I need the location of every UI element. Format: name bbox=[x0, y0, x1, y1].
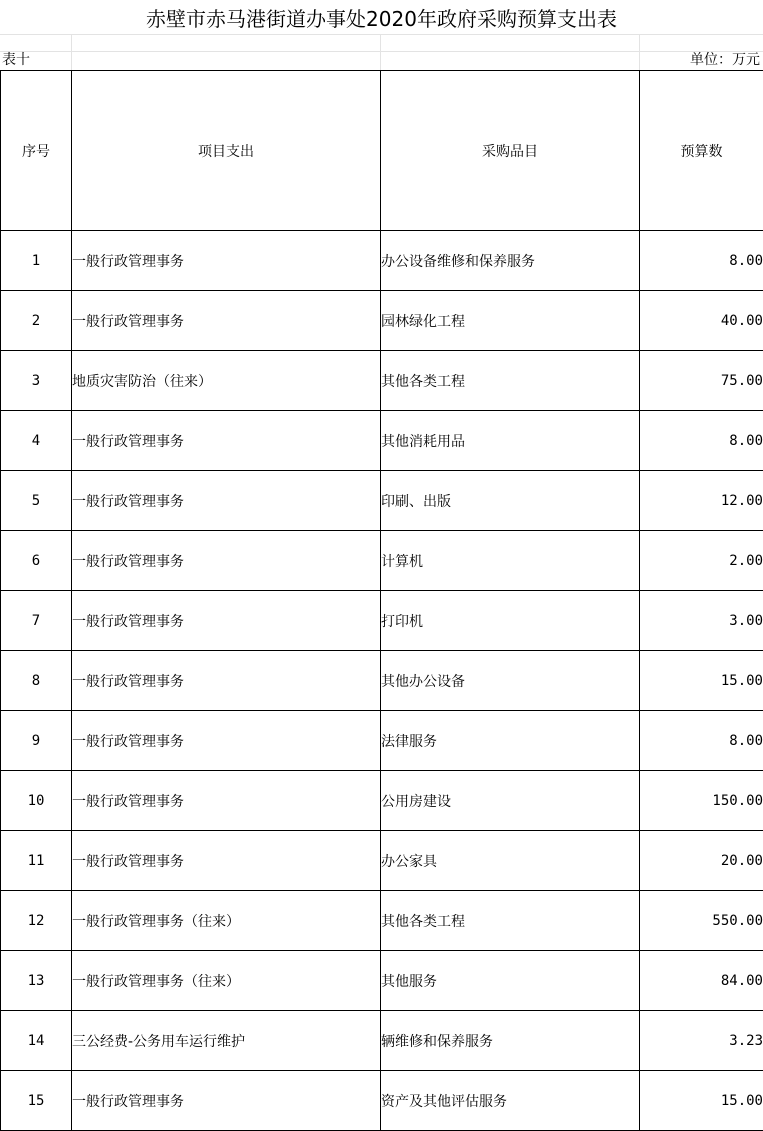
table-row bbox=[1, 771, 763, 831]
cell-amount: 12.00 bbox=[640, 471, 763, 531]
cell-item: 计算机 bbox=[381, 531, 640, 591]
cell-seq: 15 bbox=[1, 1071, 72, 1131]
cell-seq: 5 bbox=[1, 471, 72, 531]
table-body bbox=[1, 231, 763, 1131]
table-label: 表十 bbox=[2, 52, 30, 68]
cell-amount: 20.00 bbox=[640, 831, 763, 891]
table-row bbox=[1, 351, 763, 411]
cell-seq: 3 bbox=[1, 351, 72, 411]
cell-project: 三公经费-公务用车运行维护 bbox=[72, 1011, 381, 1071]
table-row bbox=[1, 471, 763, 531]
grid-line bbox=[380, 34, 381, 70]
cell-seq: 12 bbox=[1, 891, 72, 951]
cell-seq: 4 bbox=[1, 411, 72, 471]
cell-project: 一般行政管理事务 bbox=[72, 531, 381, 591]
cell-item: 园林绿化工程 bbox=[381, 291, 640, 351]
header-budget: 预算数 bbox=[640, 71, 763, 231]
cell-seq: 8 bbox=[1, 651, 72, 711]
table-row bbox=[1, 891, 763, 951]
header-item: 采购品目 bbox=[381, 71, 640, 231]
cell-amount: 84.00 bbox=[640, 951, 763, 1011]
cell-amount: 150.00 bbox=[640, 771, 763, 831]
cell-item: 打印机 bbox=[381, 591, 640, 651]
cell-project: 地质灾害防治（往来） bbox=[72, 351, 381, 411]
grid-line bbox=[0, 51, 763, 52]
cell-amount: 15.00 bbox=[640, 651, 763, 711]
cell-item: 法律服务 bbox=[381, 711, 640, 771]
table-row bbox=[1, 231, 763, 291]
table-row bbox=[1, 951, 763, 1011]
header-row bbox=[1, 71, 763, 231]
cell-item: 公用房建设 bbox=[381, 771, 640, 831]
cell-item: 其他各类工程 bbox=[381, 351, 640, 411]
cell-seq: 13 bbox=[1, 951, 72, 1011]
cell-amount: 2.00 bbox=[640, 531, 763, 591]
cell-project: 一般行政管理事务 bbox=[72, 711, 381, 771]
cell-seq: 6 bbox=[1, 531, 72, 591]
cell-project: 一般行政管理事务 bbox=[72, 411, 381, 471]
cell-item: 办公家具 bbox=[381, 831, 640, 891]
cell-item: 其他办公设备 bbox=[381, 651, 640, 711]
cell-amount: 8.00 bbox=[640, 711, 763, 771]
cell-project: 一般行政管理事务 bbox=[72, 471, 381, 531]
cell-project: 一般行政管理事务 bbox=[72, 591, 381, 651]
cell-item: 资产及其他评估服务 bbox=[381, 1071, 640, 1131]
table-row bbox=[1, 291, 763, 351]
header-project: 项目支出 bbox=[72, 71, 381, 231]
cell-seq: 10 bbox=[1, 771, 72, 831]
cell-item: 印刷、出版 bbox=[381, 471, 640, 531]
cell-item: 其他各类工程 bbox=[381, 891, 640, 951]
cell-amount: 75.00 bbox=[640, 351, 763, 411]
cell-item: 其他消耗用品 bbox=[381, 411, 640, 471]
table-row bbox=[1, 1011, 763, 1071]
cell-project: 一般行政管理事务 bbox=[72, 1071, 381, 1131]
table-row bbox=[1, 411, 763, 471]
cell-amount: 8.00 bbox=[640, 411, 763, 471]
budget-table bbox=[0, 70, 763, 1131]
cell-amount: 8.00 bbox=[640, 231, 763, 291]
cell-amount: 550.00 bbox=[640, 891, 763, 951]
cell-project: 一般行政管理事务 bbox=[72, 831, 381, 891]
grid-line bbox=[71, 34, 72, 70]
cell-project: 一般行政管理事务 bbox=[72, 291, 381, 351]
cell-amount: 15.00 bbox=[640, 1071, 763, 1131]
cell-seq: 1 bbox=[1, 231, 72, 291]
unit-label: 单位：万元 bbox=[690, 52, 760, 68]
cell-item: 其他服务 bbox=[381, 951, 640, 1011]
grid-line bbox=[639, 34, 640, 70]
cell-item: 辆维修和保养服务 bbox=[381, 1011, 640, 1071]
cell-amount: 40.00 bbox=[640, 291, 763, 351]
cell-amount: 3.00 bbox=[640, 591, 763, 651]
cell-item: 办公设备维修和保养服务 bbox=[381, 231, 640, 291]
cell-seq: 11 bbox=[1, 831, 72, 891]
cell-project: 一般行政管理事务（往来） bbox=[72, 891, 381, 951]
page-title: 赤壁市赤马港街道办事处2020年政府采购预算支出表 bbox=[146, 7, 617, 31]
header-seq: 序号 bbox=[1, 71, 72, 231]
grid-line bbox=[0, 34, 763, 35]
table-row bbox=[1, 1071, 763, 1131]
cell-project: 一般行政管理事务 bbox=[72, 771, 381, 831]
cell-project: 一般行政管理事务 bbox=[72, 651, 381, 711]
cell-project: 一般行政管理事务 bbox=[72, 231, 381, 291]
table-row bbox=[1, 711, 763, 771]
cell-seq: 14 bbox=[1, 1011, 72, 1071]
cell-seq: 2 bbox=[1, 291, 72, 351]
cell-seq: 7 bbox=[1, 591, 72, 651]
table-row bbox=[1, 591, 763, 651]
table-row bbox=[1, 651, 763, 711]
cell-amount: 3.23 bbox=[640, 1011, 763, 1071]
table-row bbox=[1, 531, 763, 591]
cell-project: 一般行政管理事务（往来） bbox=[72, 951, 381, 1011]
table-row bbox=[1, 831, 763, 891]
cell-seq: 9 bbox=[1, 711, 72, 771]
